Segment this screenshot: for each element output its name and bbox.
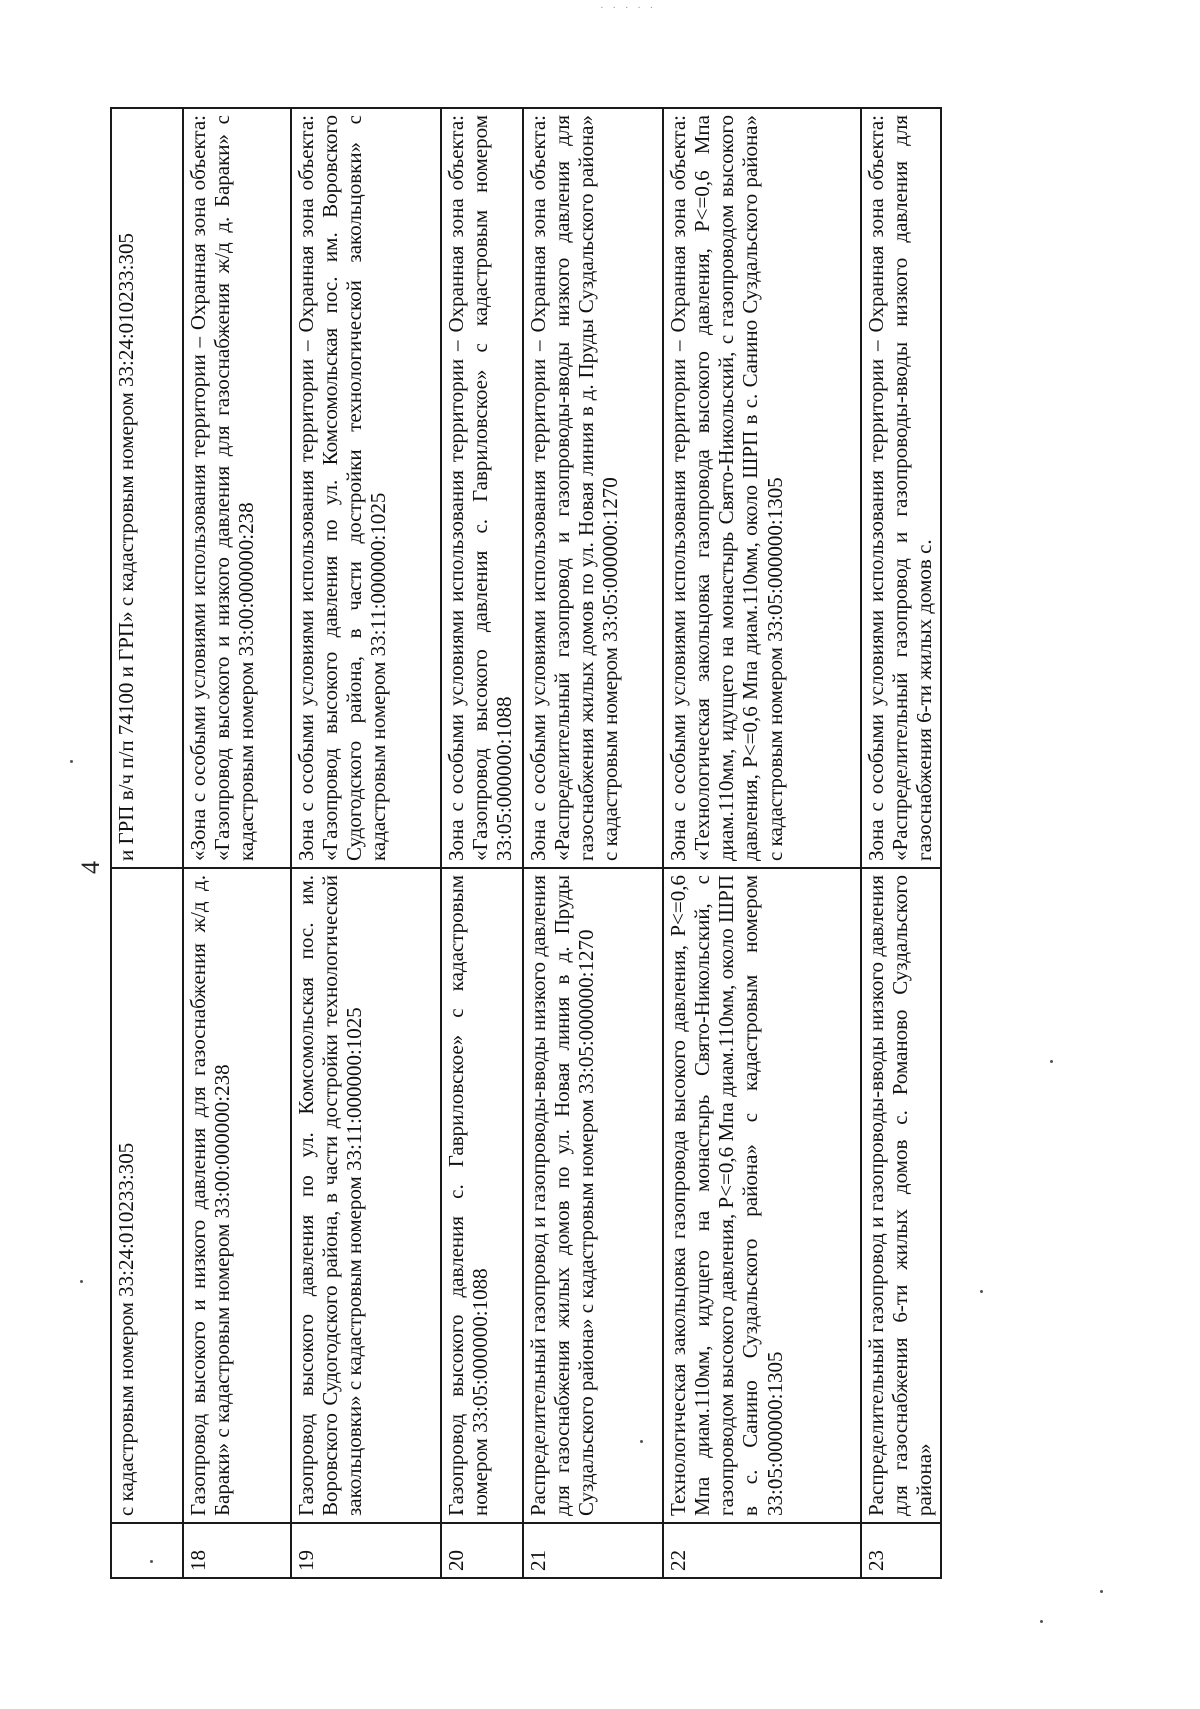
row-number: 21: [523, 1523, 663, 1578]
object-description: Газопровод высокого и низкого давления для газоснабжения ж/д д. Бараки» с кадастровым номером 33:00:000000:238: [183, 868, 291, 1523]
row-number: [111, 1523, 183, 1578]
table-row: [441, 108, 523, 1578]
object-description: Газопровод высокого давления по ул. Комсомольская пос. им. Воровского Судогодского района, в части достройки технологической закольцовки» с кадастровым номером 33:11:000000:1025: [291, 868, 441, 1523]
row-number: 18: [183, 1523, 291, 1578]
row-number: 22: [663, 1523, 861, 1578]
zone-description: Зона с особыми условиями использования территории – Охранная зона объекта: «Распределительный газопровод и газопроводы-вводы низкого давления для газоснабжения 6-ти жилых домов с.: [861, 108, 941, 868]
object-description: Газопровод высокого давления с. Гавриловское» с кадастровым номером 33:05:000000:1088: [441, 868, 523, 1523]
object-description: Распределительный газопровод и газопроводы-вводы низкого давления для газоснабжения 6-ти жилых домов с. Романово Суздальского района»: [861, 868, 941, 1523]
zone-description: «Зона с особыми условиями использования территории – Охранная зона объекта: «Газопровод высокого и низкого давления для газоснабжения ж/д д. Бараки» с кадастровым номером 33:00:000000:238: [183, 108, 291, 868]
row-number: 23: [861, 1523, 941, 1578]
table-row: [111, 108, 183, 1578]
row-number: 19: [291, 1523, 441, 1578]
object-description: с кадастровым номером 33:24:010233:305: [111, 868, 183, 1523]
row-number: 20: [441, 1523, 523, 1578]
table-row: [291, 108, 441, 1578]
scan-artifacts: · · · · ·: [600, 2, 657, 14]
zone-description: Зона с особыми условиями использования территории – Охранная зона объекта: «Распределительный газопровод и газопроводы-вводы низкого давления для газоснабжения жилых домов по ул. Новая линия в д. Пруды Суздальского района» с кадастровым номером 33:05:000000:1270: [523, 108, 663, 868]
page-number: 4: [76, 861, 105, 874]
object-description: Распределительный газопровод и газопроводы-вводы низкого давления для газоснабжения жилых домов по ул. Новая линия в д. Пруды Суздальского района» с кадастровым номером 33:05:000000:1270: [523, 868, 663, 1523]
zone-description: Зона с особыми условиями использования территории – Охранная зона объекта: «Газопровод высокого давления с. Гавриловское» с кадастровым номером 33:05:000000:1088: [441, 108, 523, 868]
table-row: [523, 108, 663, 1578]
table-row: [663, 108, 861, 1578]
table-row: [861, 108, 941, 1578]
table-row: [183, 108, 291, 1578]
zone-description: Зона с особыми условиями использования территории – Охранная зона объекта: «Технологическая закольцовка газопровода высокого давления, Р<=0,6 Мпа диам.110мм, идущего на монастырь Свято-Никольский, с газопроводом высокого давления, Р<=0,6 Мпа диам.110мм, около ШРП в с. Санино Суздальского района» с кадастровым номером 33:05:000000:1305: [663, 108, 861, 868]
gas-pipeline-zone-table: [110, 107, 942, 1579]
zone-description: Зона с особыми условиями использования территории – Охранная зона объекта: «Газопровод высокого давления по ул. Комсомольская пос. им. Воровского Судогодского района, в части достройки технологической закольцовки» с кадастровым номером 33:11:000000:1025: [291, 108, 441, 868]
object-description: Технологическая закольцовка газопровода высокого давления, Р<=0,6 Мпа диам.110мм, идущего на монастырь Свято-Никольский, с газопроводом высокого давления, Р<=0,6 Мпа диам.110мм, около ШРП в с. Санино Суздальского района» с кадастровым номером 33:05:000000:1305: [663, 868, 861, 1523]
zone-description: и ГРП в/ч п/п 74100 и ГРП» с кадастровым номером 33:24:010233:305: [111, 108, 183, 868]
